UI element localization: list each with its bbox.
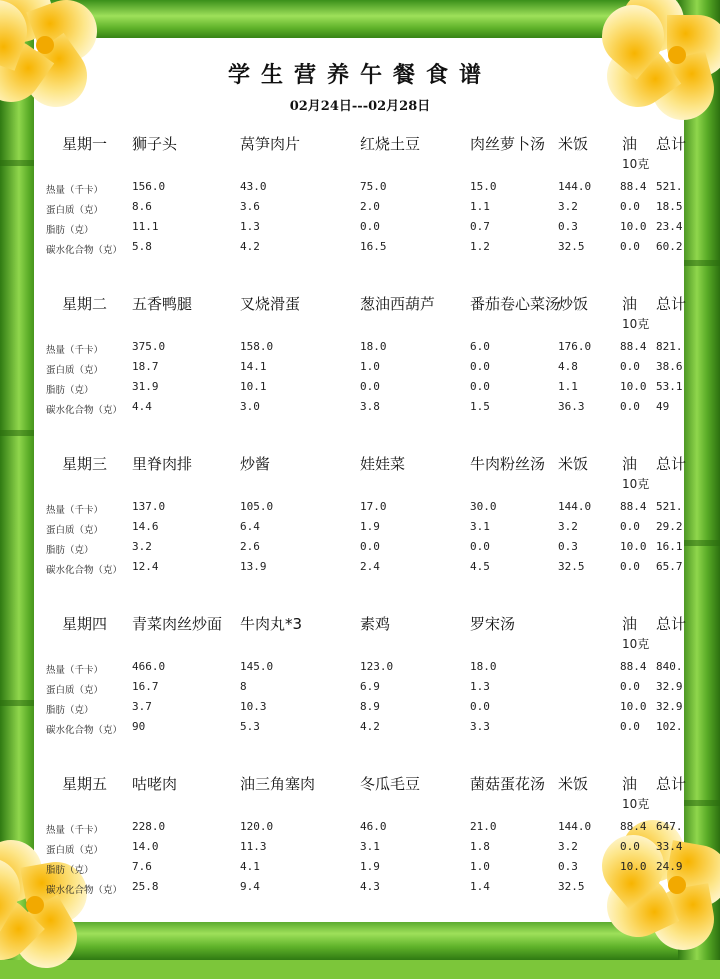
total-value: 23.4 xyxy=(656,220,683,233)
nutrient-value: 4.5 xyxy=(470,560,490,573)
dish-name: 素鸡 xyxy=(360,615,391,633)
oil-label: 油 xyxy=(622,455,638,473)
nutrient-label: 热量（千卡） xyxy=(46,665,104,676)
nutrient-label: 蛋白质（克） xyxy=(46,685,104,696)
oil-label: 油 xyxy=(622,775,638,793)
nutrient-value: 32.5 xyxy=(558,560,585,573)
nutrient-value: 4.2 xyxy=(360,720,380,733)
dish-name: 米饭 xyxy=(558,455,589,473)
nutrient-label: 脂肪（克） xyxy=(46,385,94,396)
nutrient-value: 7.6 xyxy=(132,860,152,873)
oil-label: 油 xyxy=(622,295,638,313)
nutrient-value: 8.9 xyxy=(360,700,380,713)
nutrient-value: 30.0 xyxy=(470,500,497,513)
nutrient-value: 46.0 xyxy=(360,820,387,833)
dish-name: 狮子头 xyxy=(132,135,178,153)
nutrient-value: 145.0 xyxy=(240,660,274,673)
nutrient-value: 43.0 xyxy=(240,180,267,193)
dish-name: 肉丝萝卜汤 xyxy=(470,135,546,153)
dish-name: 炒酱 xyxy=(240,455,271,473)
nutrient-value: 3.1 xyxy=(360,840,380,853)
dish-name: 咕咾肉 xyxy=(132,775,178,793)
dish-name: 米饭 xyxy=(558,135,589,153)
nutrient-value: 18.0 xyxy=(360,340,387,353)
day-label: 星期二 xyxy=(62,295,108,313)
nutrient-label: 脂肪（克） xyxy=(46,705,94,716)
day-block xyxy=(0,293,720,433)
nutrient-value: 16.5 xyxy=(360,240,387,253)
nutrient-label: 蛋白质（克） xyxy=(46,365,104,376)
dish-name: 米饭 xyxy=(558,775,589,793)
dish-name: 莴笋肉片 xyxy=(240,135,301,153)
dish-name: 炒饭 xyxy=(558,295,589,313)
nutrient-label: 碳水化合物（克） xyxy=(46,885,123,896)
dish-name: 里脊肉排 xyxy=(132,455,193,473)
nutrient-row xyxy=(0,859,720,877)
nutrient-value: 15.0 xyxy=(470,180,497,193)
total-value: 521. xyxy=(656,500,683,513)
nutrient-row xyxy=(0,879,720,897)
day-label: 星期一 xyxy=(62,135,108,153)
nutrient-value: 11.3 xyxy=(240,840,267,853)
nutrient-value: 0.0 xyxy=(360,220,380,233)
dish-name: 青菜肉丝炒面 xyxy=(132,615,223,633)
total-value: 32.9 xyxy=(656,700,683,713)
nutrient-value: 1.8 xyxy=(470,840,490,853)
total-value: 840. xyxy=(656,660,683,673)
nutrient-value: 5.8 xyxy=(132,240,152,253)
total-value: 647. xyxy=(656,820,683,833)
nutrient-row xyxy=(0,559,720,577)
nutrient-value: 3.7 xyxy=(132,700,152,713)
dish-name: 红烧土豆 xyxy=(360,135,421,153)
nutrient-value: 88.4 xyxy=(620,180,647,193)
nutrient-value: 0.0 xyxy=(620,360,640,373)
nutrient-value: 18.7 xyxy=(132,360,159,373)
nutrient-value: 9.4 xyxy=(240,880,260,893)
nutrient-value: 88.4 xyxy=(620,820,647,833)
nutrient-row xyxy=(0,519,720,537)
day-label: 星期三 xyxy=(62,455,108,473)
nutrient-value: 88.4 xyxy=(620,340,647,353)
day-block xyxy=(0,613,720,753)
nutrient-value: 90 xyxy=(132,720,146,733)
nutrient-label: 碳水化合物（克） xyxy=(46,245,123,256)
total-value: 60.2 xyxy=(656,240,683,253)
total-value: 24.9 xyxy=(656,860,683,873)
total-label: 总计 xyxy=(656,455,687,473)
nutrient-value: 0.0 xyxy=(470,540,490,553)
nutrient-value: 3.2 xyxy=(558,520,578,533)
nutrient-row xyxy=(0,239,720,257)
nutrient-value: 32.5 xyxy=(558,880,585,893)
nutrient-value: 1.9 xyxy=(360,520,380,533)
nutrient-value: 10.0 xyxy=(620,540,647,553)
total-label: 总计 xyxy=(656,295,687,313)
nutrient-value: 176.0 xyxy=(558,340,592,353)
nutrient-value: 144.0 xyxy=(558,500,592,513)
nutrient-value: 0.0 xyxy=(470,380,490,393)
nutrient-value: 21.0 xyxy=(470,820,497,833)
nutrient-label: 热量（千卡） xyxy=(46,825,104,836)
nutrient-value: 0.0 xyxy=(620,240,640,253)
total-value: 16.1 xyxy=(656,540,683,553)
nutrient-value: 1.5 xyxy=(470,400,490,413)
date-range: 02月24日---02月28日 xyxy=(289,99,431,114)
nutrient-label: 热量（千卡） xyxy=(46,185,104,196)
nutrient-value: 1.9 xyxy=(360,860,380,873)
nutrient-value: 1.0 xyxy=(470,860,490,873)
nutrient-value: 105.0 xyxy=(240,500,274,513)
dish-name: 冬瓜毛豆 xyxy=(360,775,421,793)
nutrient-value: 1.3 xyxy=(240,220,260,233)
nutrient-value: 0.0 xyxy=(620,840,640,853)
nutrient-value: 10.0 xyxy=(620,860,647,873)
day-label: 星期五 xyxy=(62,775,108,793)
nutrient-value: 137.0 xyxy=(132,500,166,513)
nutrient-row xyxy=(0,839,720,857)
nutrient-value: 10.0 xyxy=(620,380,647,393)
nutrient-value: 4.2 xyxy=(240,240,260,253)
nutrient-value: 1.0 xyxy=(360,360,380,373)
nutrient-row xyxy=(0,359,720,377)
nutrient-row xyxy=(0,699,720,717)
total-value: 821. xyxy=(656,340,683,353)
nutrient-value: 8.6 xyxy=(132,200,152,213)
nutrient-row xyxy=(0,219,720,237)
nutrient-value: 0.0 xyxy=(470,700,490,713)
nutrient-value: 75.0 xyxy=(360,180,387,193)
nutrient-value: 32.5 xyxy=(558,240,585,253)
nutrient-value: 3.2 xyxy=(558,200,578,213)
nutrient-value: 1.3 xyxy=(470,680,490,693)
nutrient-value: 0.3 xyxy=(558,540,578,553)
dish-name: 叉烧滑蛋 xyxy=(240,295,301,313)
dish-name: 菌菇蛋花汤 xyxy=(470,775,546,793)
nutrient-value: 6.4 xyxy=(240,520,260,533)
nutrient-label: 热量（千卡） xyxy=(46,345,104,356)
dish-name: 番茄卷心菜汤 xyxy=(470,295,561,313)
nutrient-label: 蛋白质（克） xyxy=(46,845,104,856)
nutrient-value: 156.0 xyxy=(132,180,166,193)
nutrient-label: 蛋白质（克） xyxy=(46,205,104,216)
nutrient-value: 0.0 xyxy=(620,200,640,213)
oil-amount: 10克 xyxy=(622,797,650,811)
oil-amount: 10克 xyxy=(622,157,650,171)
nutrient-value: 0.0 xyxy=(620,720,640,733)
nutrient-value: 228.0 xyxy=(132,820,166,833)
nutrient-value: 0.0 xyxy=(620,520,640,533)
nutrient-value: 16.7 xyxy=(132,680,159,693)
nutrient-value: 10.1 xyxy=(240,380,267,393)
day-block xyxy=(0,773,720,913)
oil-amount: 10克 xyxy=(622,637,650,651)
nutrient-value: 0.0 xyxy=(620,400,640,413)
oil-label: 油 xyxy=(622,135,638,153)
nutrient-value: 11.1 xyxy=(132,220,159,233)
nutrient-value: 6.0 xyxy=(470,340,490,353)
nutrient-value: 3.1 xyxy=(470,520,490,533)
nutrient-row xyxy=(0,179,720,197)
flower-top-left xyxy=(0,0,110,110)
nutrient-value: 88.4 xyxy=(620,500,647,513)
nutrient-value: 120.0 xyxy=(240,820,274,833)
nutrient-row xyxy=(0,819,720,837)
nutrient-value: 4.1 xyxy=(240,860,260,873)
nutrient-value: 2.6 xyxy=(240,540,260,553)
nutrient-value: 1.4 xyxy=(470,880,490,893)
total-label: 总计 xyxy=(656,135,687,153)
nutrient-value: 144.0 xyxy=(558,820,592,833)
nutrient-label: 脂肪（克） xyxy=(46,225,94,236)
nutrient-value: 0.3 xyxy=(558,860,578,873)
nutrient-value: 3.2 xyxy=(558,840,578,853)
nutrient-value: 466.0 xyxy=(132,660,166,673)
nutrient-value: 25.8 xyxy=(132,880,159,893)
nutrient-value: 17.0 xyxy=(360,500,387,513)
nutrient-value: 4.8 xyxy=(558,360,578,373)
day-label: 星期四 xyxy=(62,615,108,633)
nutrient-value: 0.0 xyxy=(360,380,380,393)
nutrient-value: 10.0 xyxy=(620,700,647,713)
nutrient-row xyxy=(0,539,720,557)
nutrient-value: 6.9 xyxy=(360,680,380,693)
nutrient-value: 3.8 xyxy=(360,400,380,413)
nutrient-value: 10.0 xyxy=(620,220,647,233)
nutrient-row xyxy=(0,399,720,417)
nutrient-row xyxy=(0,679,720,697)
nutrient-value: 12.4 xyxy=(132,560,159,573)
dish-name: 牛肉丸*3 xyxy=(240,615,303,633)
dish-name: 五香鸭腿 xyxy=(132,295,193,313)
total-label: 总计 xyxy=(656,775,687,793)
nutrient-value: 31.9 xyxy=(132,380,159,393)
total-value: 33.4 xyxy=(656,840,683,853)
nutrient-label: 蛋白质（克） xyxy=(46,525,104,536)
nutrient-value: 158.0 xyxy=(240,340,274,353)
total-value: 102. xyxy=(656,720,683,733)
nutrient-value: 144.0 xyxy=(558,180,592,193)
nutrient-value: 4.4 xyxy=(132,400,152,413)
nutrient-value: 0.0 xyxy=(620,680,640,693)
total-value: 65.7 xyxy=(656,560,683,573)
day-block xyxy=(0,133,720,273)
nutrient-value: 10.3 xyxy=(240,700,267,713)
nutrient-value: 4.3 xyxy=(360,880,380,893)
nutrient-value: 3.0 xyxy=(240,400,260,413)
nutrient-value: 88.4 xyxy=(620,660,647,673)
nutrient-value: 1.1 xyxy=(470,200,490,213)
nutrient-value: 3.6 xyxy=(240,200,260,213)
nutrient-value: 14.6 xyxy=(132,520,159,533)
nutrient-row xyxy=(0,379,720,397)
total-value: 18.5 xyxy=(656,200,683,213)
nutrient-label: 脂肪（克） xyxy=(46,865,94,876)
nutrient-value: 8 xyxy=(240,680,247,693)
nutrient-value: 0.0 xyxy=(360,540,380,553)
nutrient-value: 0.3 xyxy=(558,220,578,233)
nutrient-value: 375.0 xyxy=(132,340,166,353)
total-value: 29.2 xyxy=(656,520,683,533)
nutrient-value: 18.0 xyxy=(470,660,497,673)
nutrient-label: 脂肪（克） xyxy=(46,545,94,556)
nutrient-row xyxy=(0,659,720,677)
oil-amount: 10克 xyxy=(622,477,650,491)
page-title: 学生营养午餐食谱 xyxy=(227,62,492,88)
total-label: 总计 xyxy=(656,615,687,633)
nutrient-value: 0.7 xyxy=(470,220,490,233)
nutrient-value: 0.0 xyxy=(470,360,490,373)
nutrient-value: 14.1 xyxy=(240,360,267,373)
nutrient-value: 0.0 xyxy=(620,560,640,573)
nutrient-value: 2.4 xyxy=(360,560,380,573)
total-value: 38.6 xyxy=(656,360,683,373)
nutrient-value: 123.0 xyxy=(360,660,394,673)
nutrient-value: 3.3 xyxy=(470,720,490,733)
nutrient-row xyxy=(0,199,720,217)
nutrient-value: 5.3 xyxy=(240,720,260,733)
dish-name: 油三角塞肉 xyxy=(240,775,316,793)
dish-name: 罗宋汤 xyxy=(470,615,516,633)
nutrient-label: 热量（千卡） xyxy=(46,505,104,516)
nutrient-value: 3.2 xyxy=(132,540,152,553)
nutrient-value: 1.1 xyxy=(558,380,578,393)
nutrient-label: 碳水化合物（克） xyxy=(46,725,123,736)
nutrient-value: 1.2 xyxy=(470,240,490,253)
day-block xyxy=(0,453,720,593)
total-value: 521. xyxy=(656,180,683,193)
total-value: 53.1 xyxy=(656,380,683,393)
nutrient-row xyxy=(0,339,720,357)
dish-name: 牛肉粉丝汤 xyxy=(470,455,546,473)
nutrient-label: 碳水化合物（克） xyxy=(46,405,123,416)
total-value: 32.9 xyxy=(656,680,683,693)
nutrient-value: 13.9 xyxy=(240,560,267,573)
nutrient-label: 碳水化合物（克） xyxy=(46,565,123,576)
nutrient-row xyxy=(0,499,720,517)
dish-name: 葱油西葫芦 xyxy=(360,295,436,313)
total-value: 49 xyxy=(656,400,670,413)
oil-label: 油 xyxy=(622,615,638,633)
nutrient-value: 36.3 xyxy=(558,400,585,413)
dish-name: 娃娃菜 xyxy=(360,455,406,473)
nutrient-row xyxy=(0,719,720,737)
nutrient-value: 2.0 xyxy=(360,200,380,213)
oil-amount: 10克 xyxy=(622,317,650,331)
nutrient-value: 14.0 xyxy=(132,840,159,853)
